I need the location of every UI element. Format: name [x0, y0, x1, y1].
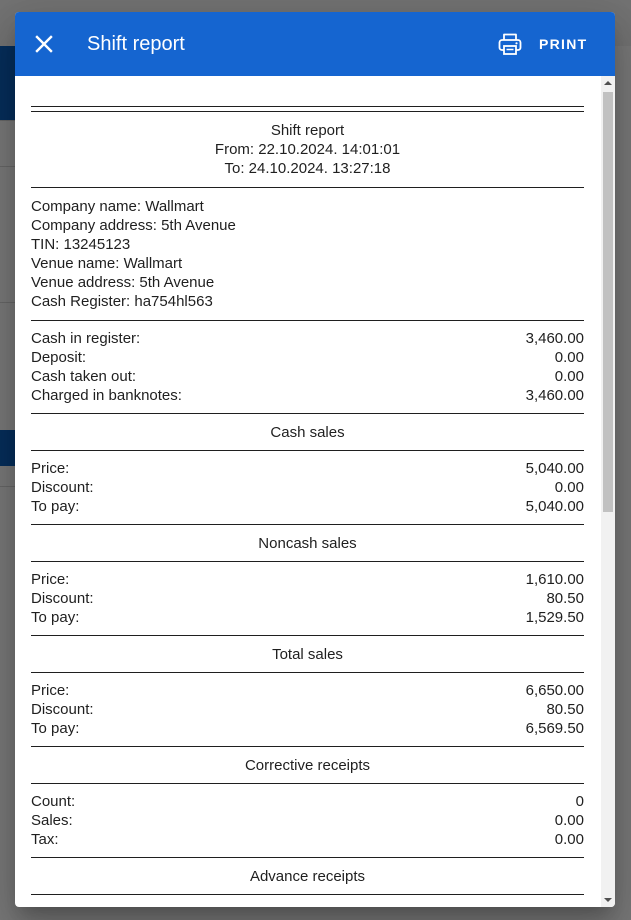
row-value: 1,610.00	[525, 571, 584, 588]
section-title-corrective-receipts: Corrective receipts	[244, 757, 371, 774]
row-value: 0.00	[554, 368, 584, 385]
tin: TIN: 13245123	[31, 236, 131, 253]
row-label: Tax:	[31, 831, 59, 848]
cash-summary	[31, 321, 584, 413]
row-value: 0.00	[554, 479, 584, 496]
close-button[interactable]	[28, 28, 60, 60]
section-title-advance-receipts: Advance receipts	[249, 868, 366, 885]
section-title-total-sales: Total sales	[272, 646, 343, 663]
row-label: Sales:	[31, 812, 73, 829]
row-value: 0	[575, 793, 584, 810]
section-total-sales	[31, 673, 584, 746]
row-label: To pay:	[31, 720, 80, 737]
row-label: Discount:	[31, 479, 94, 496]
row-label: Price:	[31, 571, 70, 588]
summary-row	[31, 367, 584, 386]
row-value: 0.00	[554, 812, 584, 829]
row-label: Charged in banknotes:	[31, 387, 182, 404]
row-value: 0.00	[554, 831, 584, 848]
section-row	[31, 459, 584, 478]
row-label: To pay:	[31, 609, 80, 626]
section-row	[31, 830, 584, 849]
arrow-up-icon	[604, 80, 612, 86]
section-cash-sales	[31, 451, 584, 524]
summary-row	[31, 329, 584, 348]
company-info	[31, 188, 584, 320]
printer-icon	[497, 30, 525, 58]
row-label: Deposit:	[31, 349, 87, 366]
row-label: Price:	[31, 460, 70, 477]
section-row	[31, 478, 584, 497]
section-noncash-sales	[31, 562, 584, 635]
summary-row	[31, 386, 584, 405]
close-icon	[34, 34, 54, 54]
report-header	[31, 112, 584, 187]
report-from: From: 22.10.2024. 14:01:01	[214, 141, 401, 158]
print-button-label: PRINT	[539, 36, 588, 52]
row-value: 0.00	[554, 349, 584, 366]
company-name: Company name: Wallmart	[31, 198, 204, 215]
row-value: 1,529.50	[525, 609, 584, 626]
cash-register: Cash Register: ha754hl563	[31, 293, 213, 310]
row-value: 5,040.00	[525, 460, 584, 477]
venue-address: Venue address: 5th Avenue	[31, 274, 215, 291]
vertical-scrollbar[interactable]	[601, 76, 615, 907]
scroll-thumb[interactable]	[603, 92, 613, 512]
row-value: 6,569.50	[525, 720, 584, 737]
section-title-cash-sales: Cash sales	[270, 424, 345, 441]
row-value: 80.50	[546, 590, 584, 607]
row-label: Price:	[31, 682, 70, 699]
report-divider	[31, 894, 584, 895]
company-address: Company address: 5th Avenue	[31, 217, 236, 234]
section-row	[31, 608, 584, 627]
section-row	[31, 570, 584, 589]
row-value: 3,460.00	[525, 330, 584, 347]
summary-row	[31, 348, 584, 367]
row-label: Cash taken out:	[31, 368, 137, 385]
shift-report-dialog	[15, 12, 615, 907]
row-label: Cash in register:	[31, 330, 141, 347]
print-button[interactable]	[489, 26, 599, 62]
section-row	[31, 681, 584, 700]
dialog-body	[15, 76, 615, 907]
row-label: To pay:	[31, 498, 80, 515]
report-to: To: 24.10.2024. 13:27:18	[224, 160, 391, 177]
arrow-down-icon	[604, 897, 612, 903]
section-row	[31, 811, 584, 830]
row-value: 5,040.00	[525, 498, 584, 515]
row-label: Discount:	[31, 701, 94, 718]
section-row	[31, 589, 584, 608]
section-corrective-receipts	[31, 784, 584, 857]
section-row	[31, 700, 584, 719]
row-value: 3,460.00	[525, 387, 584, 404]
shift-report	[31, 106, 584, 895]
dialog-header	[15, 12, 615, 76]
scroll-down-button[interactable]	[601, 893, 615, 907]
scroll-up-button[interactable]	[601, 76, 615, 90]
dialog-title: Shift report	[87, 33, 185, 55]
section-row	[31, 497, 584, 516]
section-row	[31, 792, 584, 811]
row-value: 6,650.00	[525, 682, 584, 699]
section-row	[31, 719, 584, 738]
report-title: Shift report	[270, 122, 345, 139]
row-label: Count:	[31, 793, 76, 810]
venue-name: Venue name: Wallmart	[31, 255, 183, 272]
section-title-noncash-sales: Noncash sales	[258, 535, 357, 552]
row-value: 80.50	[546, 701, 584, 718]
row-label: Discount:	[31, 590, 94, 607]
